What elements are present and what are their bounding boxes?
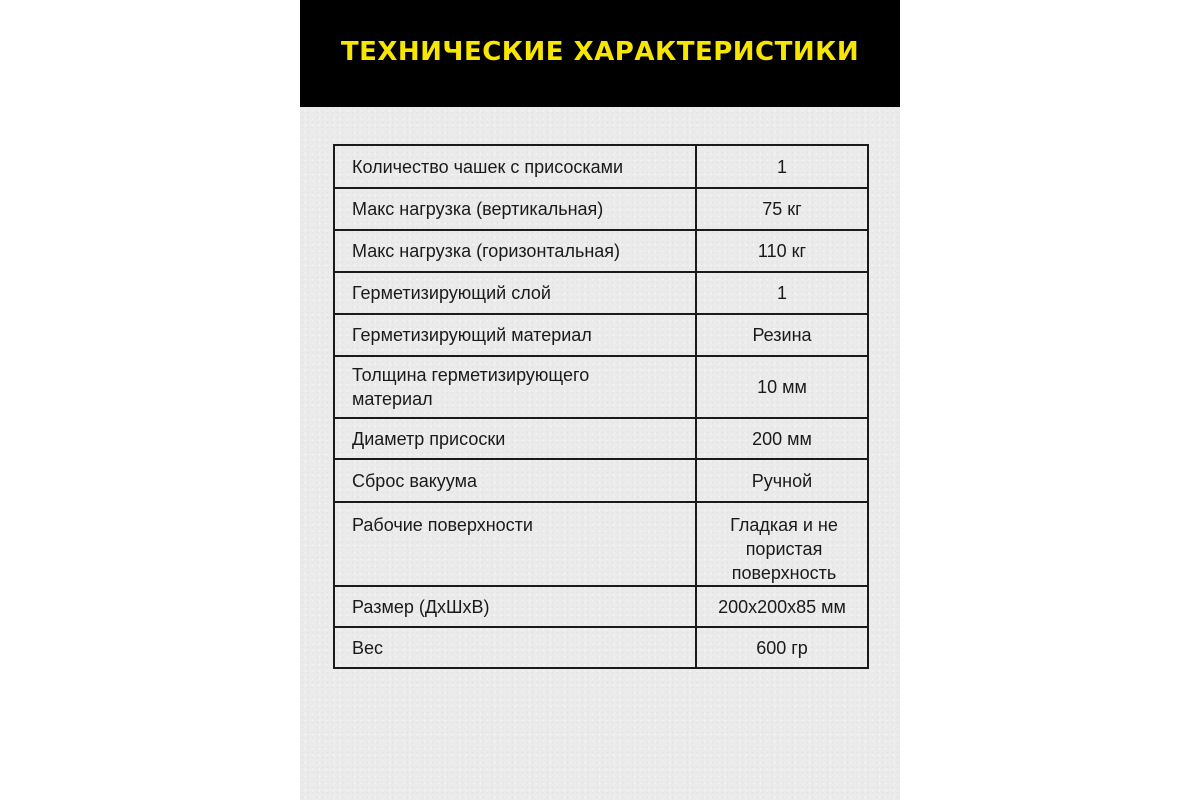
spec-value: Ручной xyxy=(696,459,868,502)
spec-name: Рабочие поверхности xyxy=(334,502,696,586)
spec-name: Вес xyxy=(334,627,696,668)
spec-table xyxy=(333,144,869,669)
table-row xyxy=(334,627,868,668)
spec-name: Диаметр присоски xyxy=(334,418,696,459)
table-row xyxy=(334,314,868,356)
table-row xyxy=(334,502,868,586)
table-row xyxy=(334,188,868,230)
table-row xyxy=(334,586,868,627)
spec-name: Герметизирующий слой xyxy=(334,272,696,314)
table-row xyxy=(334,230,868,272)
spec-value: 1 xyxy=(696,145,868,188)
table-row xyxy=(334,272,868,314)
table-row xyxy=(334,459,868,502)
spec-value: 10 мм xyxy=(696,356,868,418)
table-row xyxy=(334,145,868,188)
spec-name: Макс нагрузка (горизонтальная) xyxy=(334,230,696,272)
spec-card xyxy=(300,0,900,800)
spec-name: Сброс вакуума xyxy=(334,459,696,502)
page-title: ТЕХНИЧЕСКИЕ ХАРАКТЕРИСТИКИ xyxy=(340,36,860,67)
spec-value: Резина xyxy=(696,314,868,356)
spec-name: Герметизирующий материал xyxy=(334,314,696,356)
spec-value: 110 кг xyxy=(696,230,868,272)
spec-value: 1 xyxy=(696,272,868,314)
spec-name: Размер (ДхШхВ) xyxy=(334,586,696,627)
table-row xyxy=(334,356,868,418)
spec-value: 200 мм xyxy=(696,418,868,459)
spec-name: Количество чашек с присосками xyxy=(334,145,696,188)
spec-name: Толщина герметизирующего материал xyxy=(334,356,696,418)
spec-name: Макс нагрузка (вертикальная) xyxy=(334,188,696,230)
spec-value: 75 кг xyxy=(696,188,868,230)
table-row xyxy=(334,418,868,459)
spec-value: 200x200x85 мм xyxy=(696,586,868,627)
spec-value: Гладкая и не пористая поверхность xyxy=(696,502,868,586)
spec-value: 600 гр xyxy=(696,627,868,668)
header-banner xyxy=(300,0,900,107)
